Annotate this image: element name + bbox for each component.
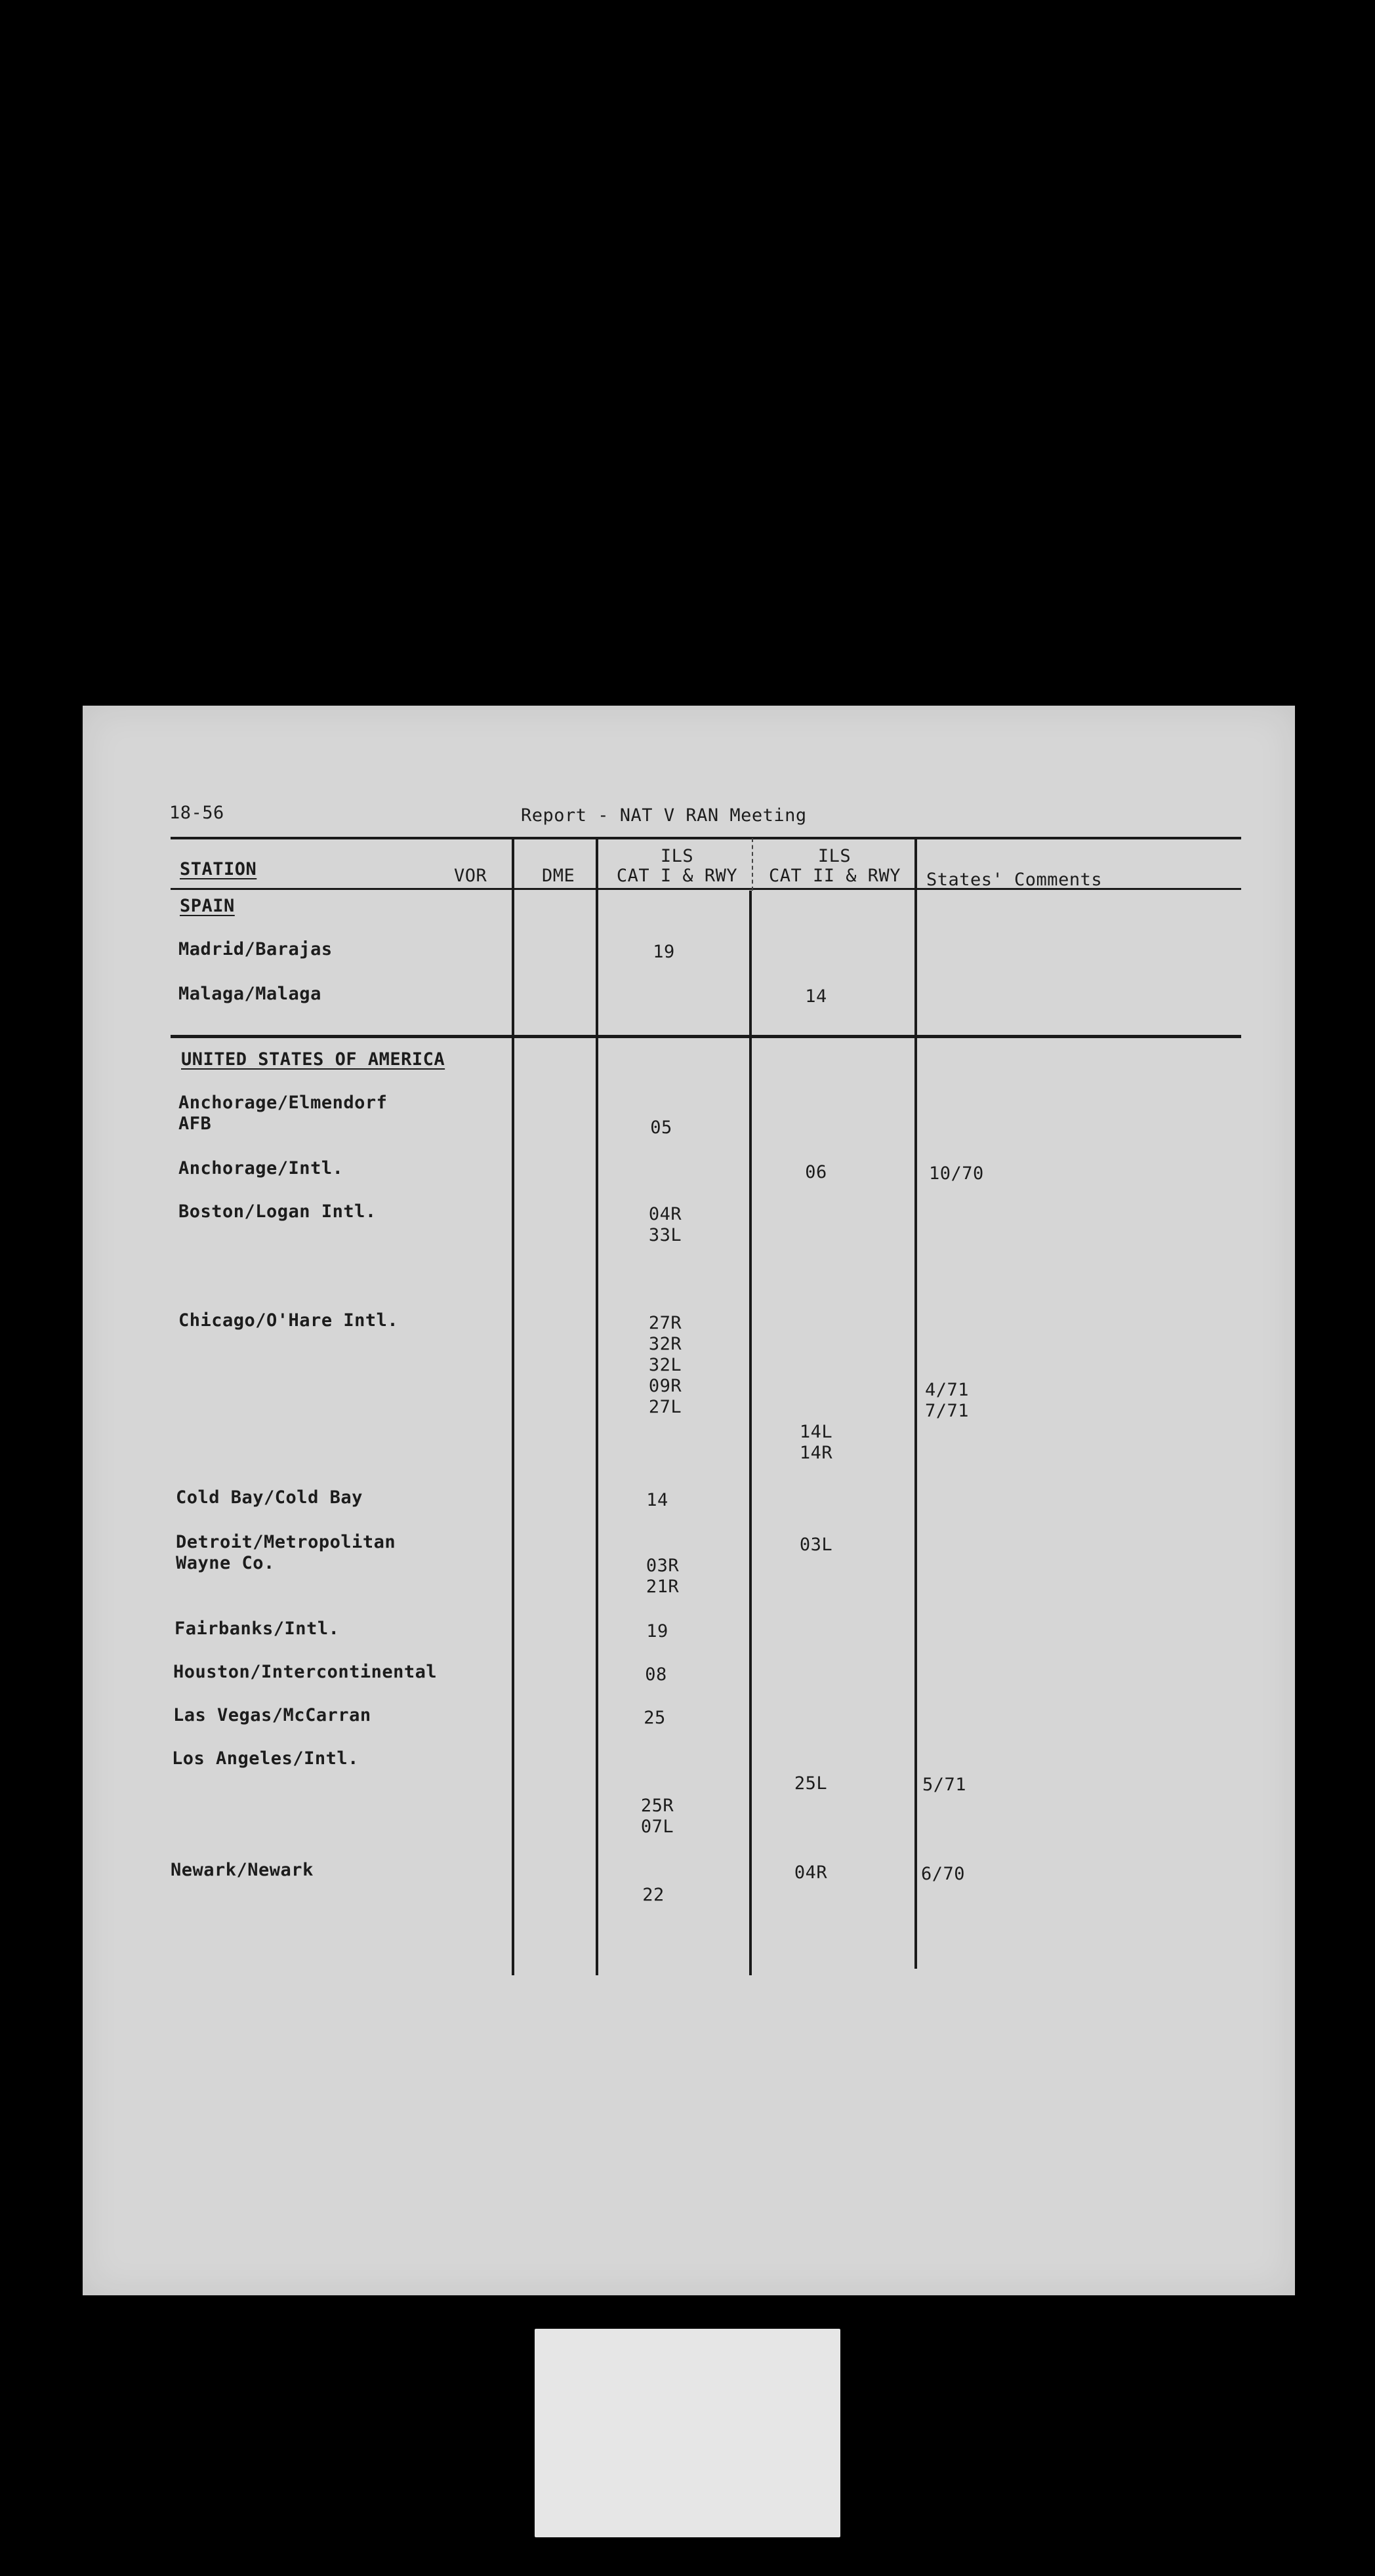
station-madrid: Madrid/Barajas [178, 939, 333, 959]
cat2-detroit: 03L [799, 1535, 833, 1555]
header-dme: DME [542, 866, 575, 886]
document-page [83, 706, 1295, 2295]
station-anchorage-intl: Anchorage/Intl. [178, 1158, 344, 1178]
cat1-detroit-1: 03R [646, 1556, 680, 1576]
section-divider-rule [171, 1035, 1241, 1038]
station-las-vegas: Las Vegas/McCarran [173, 1705, 371, 1725]
cat1-chicago-4: 09R [648, 1376, 682, 1396]
header-ils-cat1-line2: CAT I & RWY [616, 866, 738, 886]
station-boston: Boston/Logan Intl. [178, 1201, 377, 1222]
cat1-anchorage-elmendorf: 05 [650, 1117, 672, 1138]
cat2-los-angeles: 25L [794, 1773, 828, 1794]
station-newark: Newark/Newark [171, 1860, 314, 1880]
header-station: STATION [180, 859, 257, 879]
section-spain: SPAIN [180, 896, 235, 916]
column-divider-cat1-cat2-header [752, 838, 753, 891]
cat1-detroit-2: 21R [646, 1577, 680, 1597]
cat2-anchorage-intl: 06 [805, 1162, 827, 1182]
comment-chicago-2: 7/71 [925, 1401, 970, 1421]
cat2-chicago-2: 14R [799, 1443, 833, 1463]
column-divider-vor-dme [512, 838, 514, 1975]
table-top-rule [171, 837, 1241, 839]
station-detroit-line2: Wayne Co. [176, 1553, 275, 1573]
cat1-los-angeles-1: 25R [640, 1796, 674, 1816]
station-malaga: Malaga/Malaga [178, 984, 321, 1004]
cat1-chicago-2: 32R [648, 1334, 682, 1354]
paper-tab [535, 2329, 840, 2537]
cat2-newark: 04R [794, 1862, 828, 1883]
header-states-comments: States' Comments [926, 870, 1103, 890]
comment-newark: 6/70 [921, 1864, 966, 1884]
comment-chicago-1: 4/71 [925, 1380, 970, 1400]
cat2-chicago-1: 14L [799, 1422, 833, 1442]
comment-los-angeles: 5/71 [922, 1775, 967, 1795]
station-anchorage-elmendorf-line1: Anchorage/Elmendorf [178, 1093, 388, 1113]
cat1-madrid: 19 [653, 942, 675, 962]
cat1-chicago-3: 32L [648, 1355, 682, 1375]
station-houston: Houston/Intercontinental [173, 1662, 438, 1682]
header-ils-cat2-line1: ILS [817, 846, 852, 866]
cat1-chicago-1: 27R [648, 1313, 682, 1333]
header-ils-cat2-line2: CAT II & RWY [769, 866, 901, 886]
station-cold-bay: Cold Bay/Cold Bay [176, 1487, 363, 1508]
page-number: 18-56 [169, 803, 224, 823]
cat1-boston-1: 04R [648, 1204, 682, 1224]
cat1-houston: 08 [645, 1664, 667, 1685]
station-detroit-line1: Detroit/Metropolitan [176, 1532, 396, 1552]
cat1-los-angeles-2: 07L [640, 1817, 674, 1837]
station-chicago: Chicago/O'Hare Intl. [178, 1310, 399, 1331]
cat1-chicago-5: 27L [648, 1397, 682, 1417]
section-usa: UNITED STATES OF AMERICA [181, 1049, 445, 1070]
station-fairbanks: Fairbanks/Intl. [174, 1619, 340, 1639]
cat1-cold-bay: 14 [646, 1490, 668, 1510]
column-divider-cat2-comments [914, 838, 917, 1969]
cat1-boston-2: 33L [648, 1225, 682, 1245]
comment-anchorage-intl: 10/70 [929, 1163, 984, 1184]
report-title: Report - NAT V RAN Meeting [521, 805, 807, 826]
header-vor: VOR [454, 866, 487, 886]
header-ils-cat1-line1: ILS [660, 846, 694, 866]
cat2-malaga: 14 [805, 986, 827, 1007]
station-los-angeles: Los Angeles/Intl. [172, 1748, 359, 1769]
cat1-las-vegas: 25 [644, 1708, 666, 1728]
station-anchorage-elmendorf-line2: AFB [178, 1114, 212, 1134]
cat1-newark: 22 [642, 1885, 665, 1905]
cat1-fairbanks: 19 [646, 1621, 668, 1641]
